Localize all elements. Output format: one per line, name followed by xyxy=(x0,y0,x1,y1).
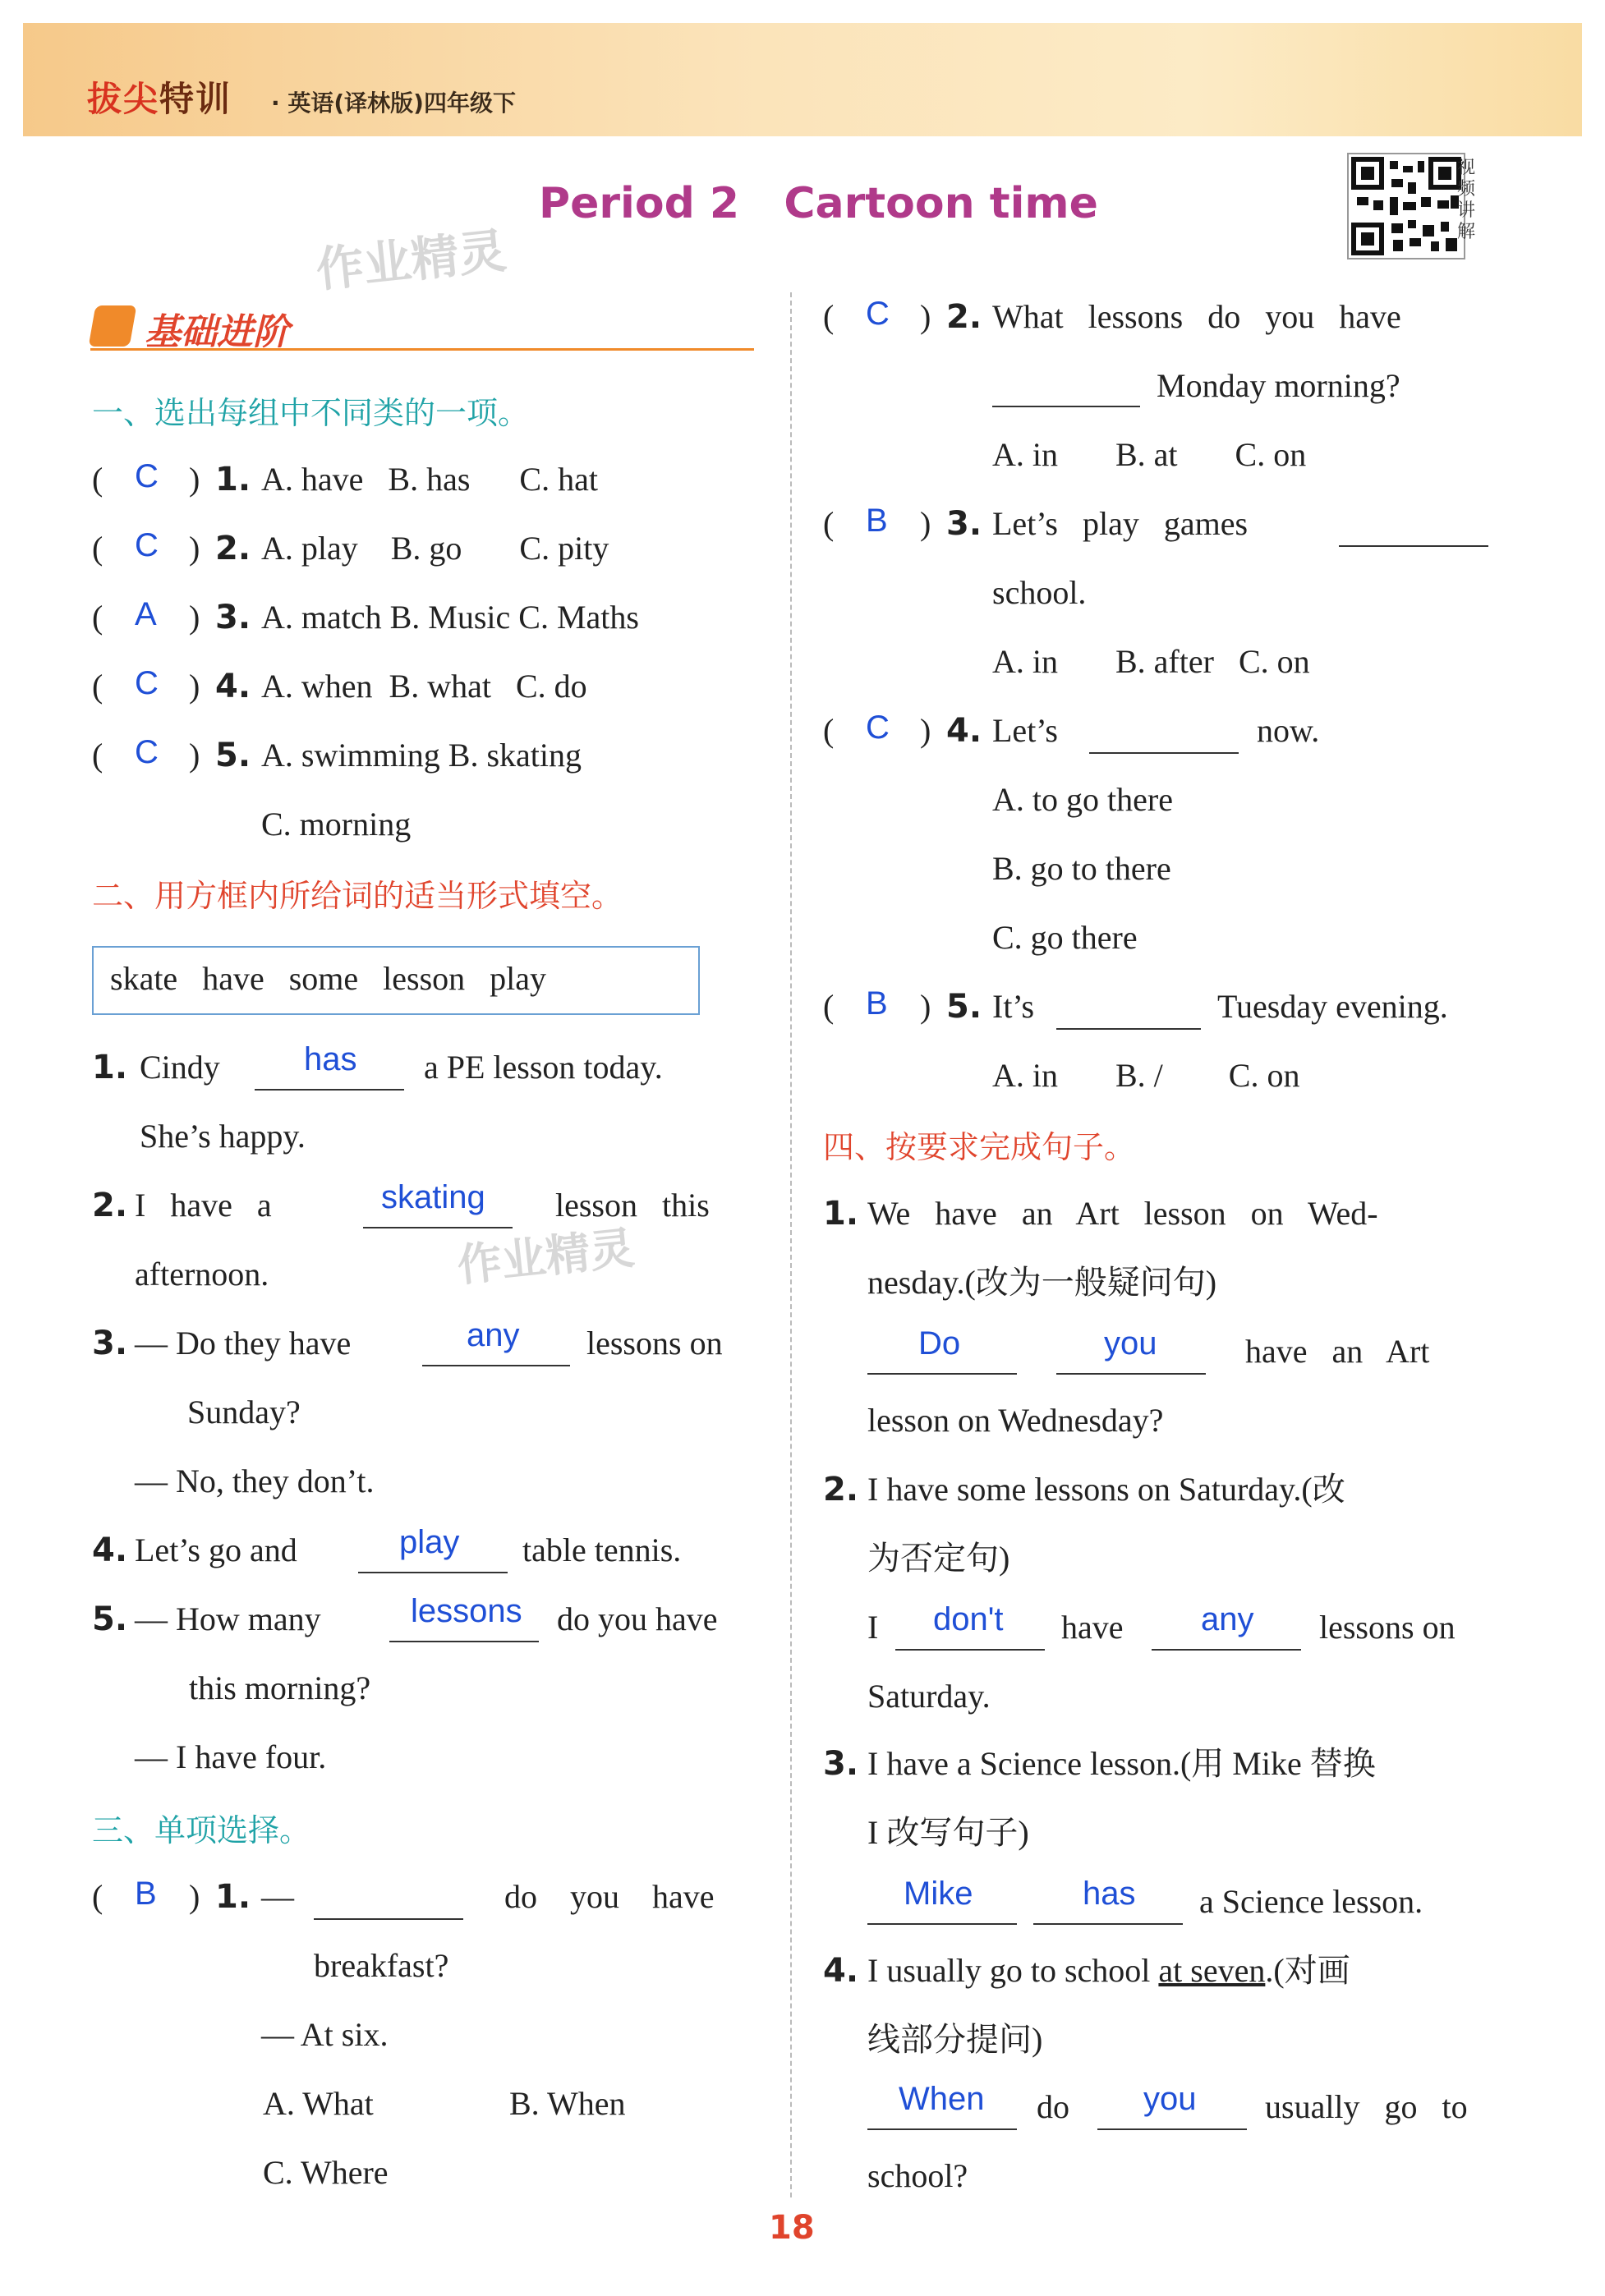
answer: you xyxy=(1104,1325,1157,1362)
section-title: 基础进阶 xyxy=(145,311,289,353)
answer: has xyxy=(304,1041,357,1077)
book-subtitle: · 英语(译林版)四年级下 xyxy=(271,90,516,117)
part1-item5-line2: C. morning xyxy=(261,806,412,843)
answer: skating xyxy=(381,1179,485,1215)
answer: C xyxy=(135,527,159,563)
answer: any xyxy=(467,1317,520,1353)
answer: C xyxy=(135,665,159,701)
part3-heading: 三、单项选择。 xyxy=(92,1812,311,1848)
watermark: 作业精灵 xyxy=(454,1221,637,1293)
answer: C xyxy=(866,709,890,746)
section-underline xyxy=(90,348,754,351)
word-box-words: skate have some lesson play xyxy=(110,960,546,997)
brand-logo: 拔尖特训 xyxy=(87,79,232,119)
part2-heading: 二、用方框内所给词的适当形式填空。 xyxy=(92,878,623,914)
pencil-icon xyxy=(89,305,137,347)
answer: has xyxy=(1083,1876,1136,1912)
answer: you xyxy=(1143,2081,1197,2117)
answer: play xyxy=(399,1524,460,1560)
column-divider xyxy=(790,292,792,2197)
watermark: 作业精灵 xyxy=(313,223,509,298)
answer: When xyxy=(899,2081,985,2117)
answer: Do xyxy=(918,1325,961,1362)
answer: C xyxy=(135,458,159,494)
page-header-banner xyxy=(23,23,1582,136)
page-number: 18 xyxy=(769,2209,815,2247)
answer: B xyxy=(866,503,888,539)
answer: Mike xyxy=(904,1876,973,1912)
answer: C xyxy=(135,734,159,770)
qr-label: 视频讲解 xyxy=(1456,158,1475,242)
qr-code-icon[interactable] xyxy=(1347,153,1465,259)
answer: A xyxy=(135,596,157,632)
answer: B xyxy=(135,1876,157,1912)
part1-heading: 一、选出每组中不同类的一项。 xyxy=(92,395,530,431)
answer: C xyxy=(866,296,890,332)
page-title: Period 2 Cartoon time xyxy=(539,179,1098,228)
answer: lessons xyxy=(411,1593,522,1629)
answer: B xyxy=(866,985,888,1022)
answer: don't xyxy=(933,1601,1004,1637)
answer: any xyxy=(1201,1601,1254,1637)
part4-heading: 四、按要求完成句子。 xyxy=(823,1129,1136,1165)
